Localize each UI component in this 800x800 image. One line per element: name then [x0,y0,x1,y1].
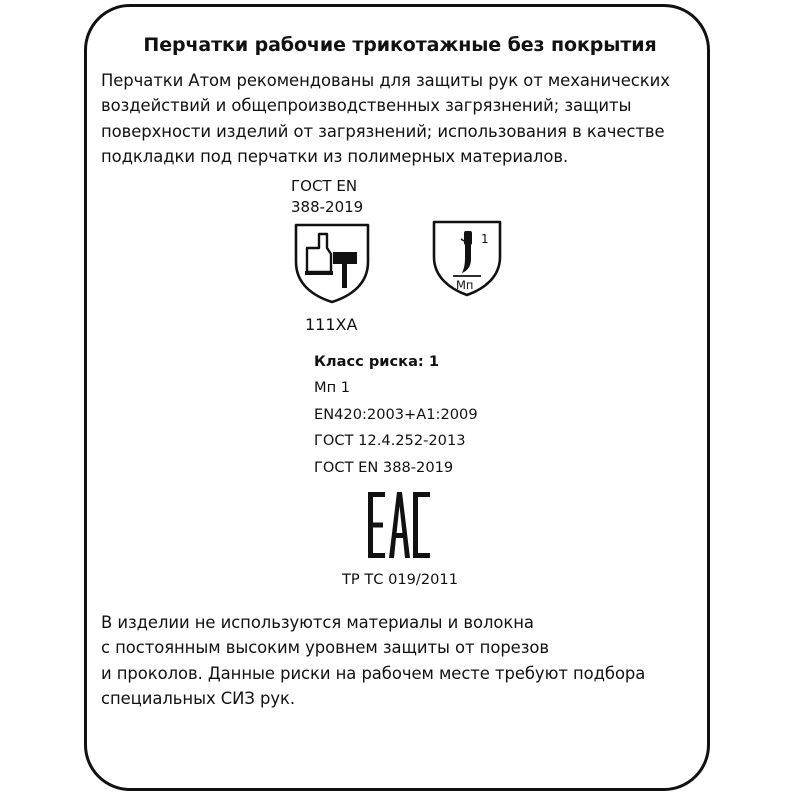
outro-paragraph [101,610,701,711]
spec-line: Мп 1 [314,379,351,397]
cut-label: Мп [456,278,474,292]
intro-line: подкладки под перчатки из полимерных материалов. [101,146,569,166]
risk-class: Класс риска: 1 [314,353,439,370]
cut-resistance-shield-icon [431,219,503,297]
page-title: Перчатки рабочие трикотажные без покрытия [143,34,657,56]
eac-mark-icon [368,492,430,558]
intro-line: Перчатки Атом рекомендованы для защиты рук от механических [101,71,670,90]
intro-line: поверхности изделий от загрязнений; использования в качестве [101,121,665,141]
mechanical-code: 111XA [305,315,358,334]
mechanical-hazard-shield-icon [293,222,371,304]
gost-caption-line: 388-2019 [291,198,364,216]
outro-line: специальных СИЗ рук. [101,688,296,708]
gost-caption [291,176,363,218]
specs-block [314,349,478,481]
intro-paragraph [101,68,701,169]
outro-line: с постоянным высоким уровнем защиты от порезов [101,638,549,658]
regulation-text: ТР ТС 019/2011 [341,571,458,588]
cut-level-label: 1 [481,232,489,246]
spec-line: EN420:2003+A1:2009 [314,405,478,423]
outro-line: и проколов. Данные риски на рабочем месте требуют подбора [101,663,646,683]
outro-line: В изделии не используются материалы и волокна [101,613,534,632]
intro-line: воздействий и общепроизводственных загрязнений; защиты [101,96,632,116]
spec-line: ГОСТ EN 388-2019 [314,458,454,476]
spec-line: ГОСТ 12.4.252-2013 [314,432,466,450]
gost-caption-line: ГОСТ EN [291,177,358,195]
